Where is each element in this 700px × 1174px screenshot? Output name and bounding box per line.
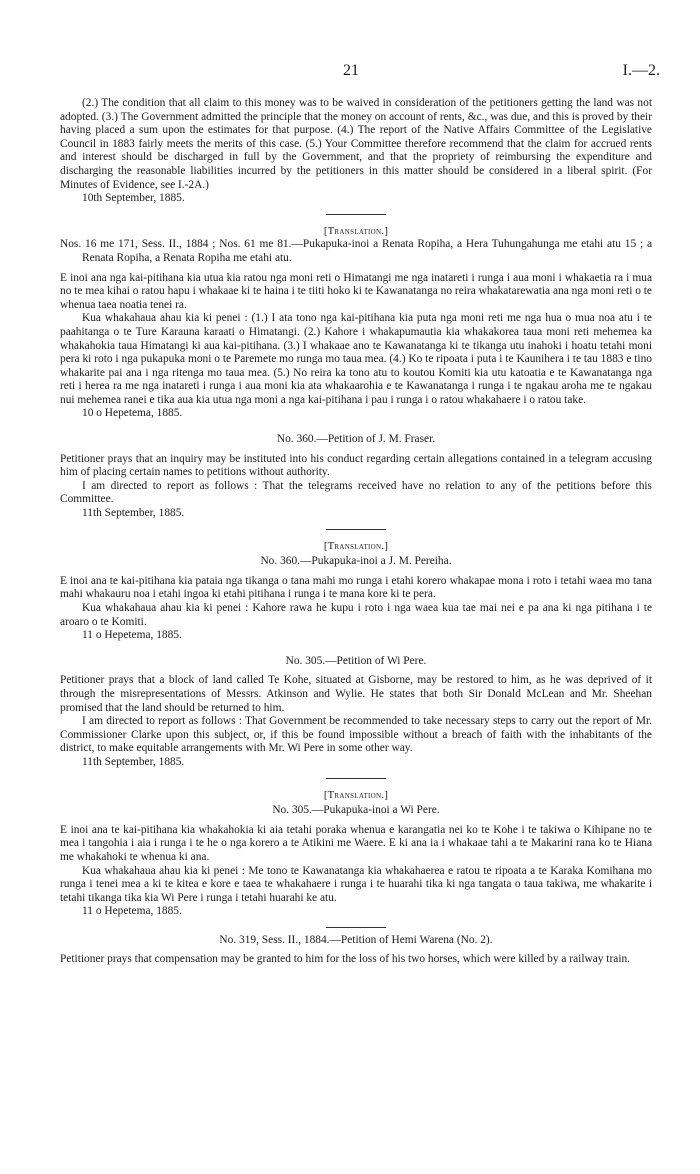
section-heading: No. 305.—Pukapuka-inoi a Wi Pere. — [272, 804, 440, 817]
paragraph: Petitioner prays that compensation may be granted to him for the loss of his two horses, which were killed by a railway train. — [60, 953, 631, 966]
translation-label: [Translation.] — [323, 789, 389, 801]
paragraph: Petitioner prays that a block of land called Te Kohe, situated at Gisborne, may be restored to him, as he was deprived of it through the misrepresentations of Messrs. Atkinson and Wylie. He states that both Sir Donald McLean and Mr. Sheehan promised that the land should be returned to him. — [60, 674, 652, 714]
document-body — [60, 97, 652, 967]
paragraph: Kua whakahaua ahau kia ki penei : Me tono te Kawanatanga kia whakahaerea e ratou te ripoata a te Karaka Komihana mo runga i tenei mea a ki te kitea e kore e taea te whakahaere i runga i te huarahi tika ki nga tangata o taua takiwa, me whakarite i tetahi tikanga tika kia Wi Pere i runga i tetahi huarahi ke atu. — [60, 864, 652, 904]
section-divider — [326, 778, 386, 779]
paragraph: E inoi ana nga kai-pitihana kia utua kia ratou nga moni reti o Himatangi me nga inatareti i runga i aua moni i whakaetia ra i mua no te mea kihai o ratou hapu i whakaae ki te haina i te tiiti hoko ki te Kawanatanga no reira whakatarewatia ana nga moni reti o te whenua taea noatia tenei ra. — [60, 271, 652, 311]
paragraph: Petitioner prays that an inquiry may be instituted into his conduct regarding certain allegations contained in a telegram accusing him of placing certain names to petitions without authority. — [60, 452, 652, 479]
date-line: 11 o Hepetema, 1885. — [82, 629, 182, 642]
section-heading: No. 305.—Petition of Wi Pere. — [285, 654, 427, 667]
date-line: 10 o Hepetema, 1885. — [82, 407, 183, 420]
paragraph: Kua whakahaua ahau kia ki penei : Kahore rawa he kupu i roto i nga waea kua tae mai nei e pa ana ki nga pitihana i te aroaro o te Komiti. — [60, 602, 652, 628]
paragraph: Kua whakahaua ahau kia ki penei : (1.) I ata tono nga kai-pitihana kia puta nga moni reti me nga hua o mua noa atu i te paahitanga o te Ture Karauna karaati o Himatangi. (2.) Kahore i whakapumautia kia whakakorea taua moni reti mehemea ka whakahokia taua Himatangi ki aua kai-pitihana. (3.) I whakaae ano te Kawanatanga ki te tikanga utu inahoki i hoatu tetahi moni pera ki roto i nga pukapuka moni o te Paremete mo runga mo taua mea. (4.) Ko te ripoata i puta i te Kaunihera i te tau 1883 e tino whakarite pai ana i nga ritenga mo taua mea. (5.) No reira ka tono atu to koutou Komiti kia utu katoatia e te Kawanatanga nga reti i herea ra me nga inatareti i runga i aua moni kia ata whakaarohia e te Kawanatanga i runga i te ngakau aroha me te ngakau nui mehemea ranei e tika aua kia utua nga moni a nga kai-pitihana i pau i runga i o ratou whakahaere i o ratou take. — [60, 312, 652, 406]
paragraph: I am directed to report as follows : That Government be recommended to take necessary steps to carry out the report of Mr. Commissioner Clarke upon this subject, or, if this be found impossible without a breach of faith with the inhabitants of the district, to make equitable arrangements with Mr. Wi Pere in some other way. — [60, 715, 652, 755]
page-number: 21 — [343, 62, 359, 79]
date-line: 10th September, 1885. — [82, 192, 185, 205]
translation-label: [Translation.] — [323, 540, 389, 552]
document-reference: I.—2. — [622, 62, 660, 79]
page-header — [0, 62, 700, 82]
paragraph: E inoi ana te kai-pitihana kia whakahokia ki aia tetahi poraka whenua e karangatia nei ko te Kohe i te takiwa o Kihipane no te mea i tangohia i aia i runga i te he o nga korero a te Atikini me Waere. E ki ana ia i whakaae tahi a te Makarini rana ko te Hiana me whakahoki te whenua ki ana. — [60, 823, 652, 863]
date-line: 11th September, 1885. — [82, 507, 185, 520]
section-divider — [326, 214, 386, 215]
translation-label: [Translation.] — [323, 225, 389, 237]
section-divider — [326, 529, 386, 530]
paragraph: E inoi ana te kai-pitihana kia pataia nga tikanga o tana mahi mo runga i etahi korero whakapae mona i roto i tetahi waea mo tana mahi whakauru noa i etahi ingoa ki etahi pitihana i runga i te mana kore ki te pera. — [60, 574, 652, 601]
section-divider — [326, 927, 386, 928]
date-line: 11th September, 1885. — [82, 755, 185, 768]
date-line: 11 o Hepetema, 1885. — [82, 905, 182, 918]
paragraph-conclusion: (2.) The condition that all claim to this money was to be waived in consideration of the petitioners getting the land was not adopted. (3.) The Government admitted the principle that the money on account of rents, &c., was due, and this is proved by their having placed a sum upon the estimates for that purpose. (4.) The report of the Native Affairs Committee of the Legislative Council in 1883 fairly meets the merits of this case. (5.) Your Committee therefore recommend that the claim for accrued rents and interest should be discharged in full by the Government, and that the propriety of reimbursing the expenditure and discharging the reasonable liabilities incurred by the petitioners in this matter should be considered in a liberal spirit. (For Minutes of Evidence, see I.-2A.) — [60, 97, 652, 191]
section-heading: Nos. 16 me 171, Sess. II., 1884 ; Nos. 61 me 81.—Pukapuka-inoi a Renata Ropiha, a Hera Tuhungahunga me etahi atu 15 ; a Renata Ropiha, a Renata Ropiha me etahi atu. — [60, 238, 652, 264]
section-heading: No. 360.—Pukapuka-inoi a J. M. Pereiha. — [260, 555, 452, 568]
paragraph: I am directed to report as follows : That the telegrams received have no relation to any of the petitions before this Committee. — [60, 479, 652, 506]
section-heading: No. 319, Sess. II., 1884.—Petition of Hemi Warena (No. 2). — [219, 933, 493, 946]
section-heading: No. 360.—Petition of J. M. Fraser. — [276, 433, 436, 446]
